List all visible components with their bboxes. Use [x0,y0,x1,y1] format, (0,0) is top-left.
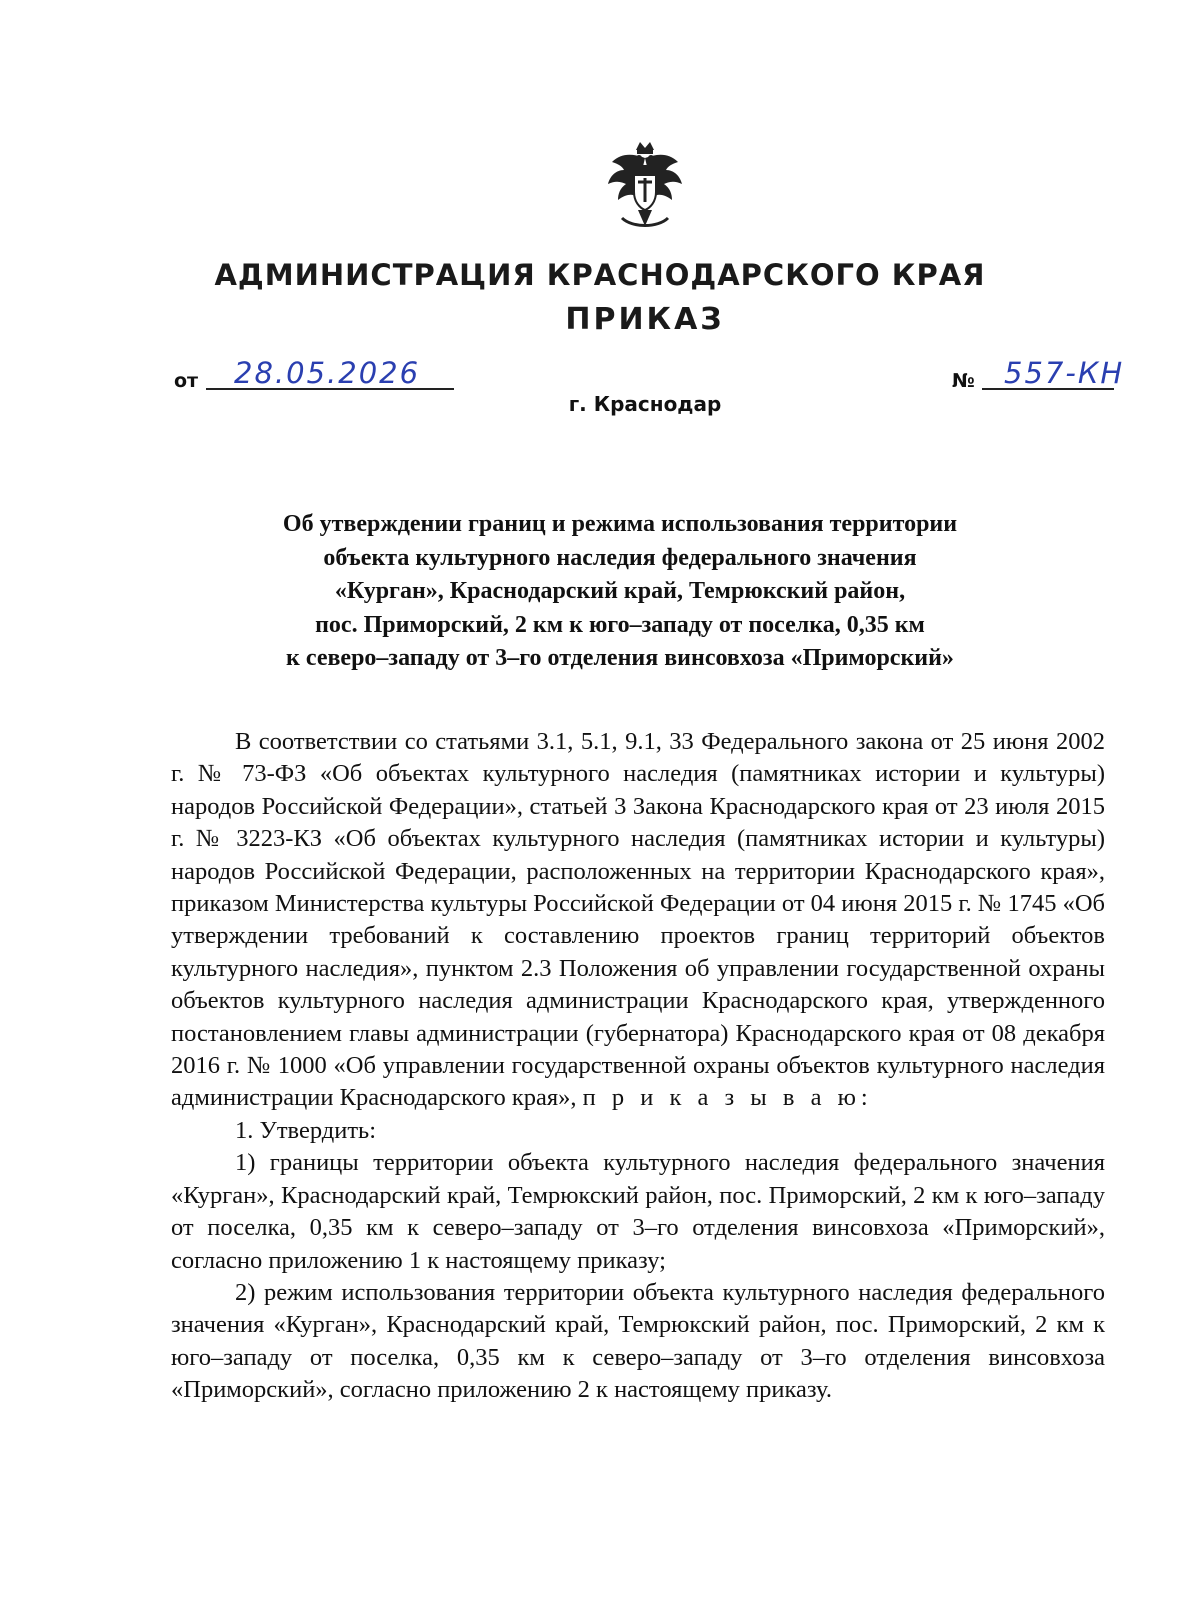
item-1: 1. Утвердить: [235,1116,377,1144]
order-word: п р и к а з ы в а ю: [582,1084,873,1112]
preamble-text: В соответствии со статьями 3.1, 5.1, 9.1, 33 Федерального закона от 25 июня 2002 г. № 73-ФЗ «Об объектах культурного наследия (памятниках истории и культуры) народов Российской Федерации», статьей 3 Закона Краснодарского края от 23 июля 2015 г. № 3223-КЗ «Об объектах культурного наследия (памятниках истории и культуры) народов Российской Федерации, расположенных на территории Краснодарского края», приказом Министерства культуры Российской Федерации от 04 июня 2015 г. № 1745 «Об утверждении требований к составлению проектов границ территорий объектов культурного наследия», пунктом 2.3 Положения об управлении государственной охраны объектов культурного наследия администрации Краснодарского края, утвержденного постановлением главы администрации (губернатора) Краснодарского края от 08 декабря 2016 г. № 1000 «Об управлении государственной охраны объектов культурного наследия администрации Краснодарского края», [171,728,1105,1112]
handwritten-number: 557-КН [1004,356,1125,390]
title-line: объекта культурного наследия федерального значения [323,544,917,571]
number-label: № [952,370,975,392]
city: г. Краснодар [568,392,722,416]
title-line: Об утверждении границ и режима использования территории [282,511,958,537]
document-title [200,508,1040,676]
item-1-2: 2) режим использования территории объекта культурного наследия федерального значения «Курган», Краснодарский край, Темрюкский район, пос. Приморский, 2 км к юго–западу от поселка, 0,35 км к северо–западу от 3–го отделения винсовхоза «Приморский», согласно приложению 2 к настоящему приказу. [171,1278,1105,1404]
document-body [171,726,1105,1407]
preamble-paragraph [171,726,1105,1115]
title-line: «Курган», Краснодарский край, Темрюкский район, [334,578,906,604]
title-line: пос. Приморский, 2 км к юго–западу от поселка, 0,35 км [315,611,925,638]
title-line: к северо–западу от 3–го отделения винсовхоза «Приморский» [286,645,954,671]
coat-of-arms-icon [604,140,686,232]
handwritten-date: 28.05.2026 [234,356,421,390]
date-label: от [174,370,199,392]
document-type: ПРИКАЗ [565,302,725,337]
organization-name: АДМИНИСТРАЦИЯ КРАСНОДАРСКОГО КРАЯ [214,258,986,292]
item-1-1: 1) границы территории объекта культурного наследия федерального значения «Курган», Краснодарский край, Темрюкский район, пос. Приморский, 2 км к юго–западу от поселка, 0,35 км к северо–западу от 3–го отделения винсовхоза «Приморский», согласно приложению 1 к настоящему приказу; [171,1149,1105,1274]
